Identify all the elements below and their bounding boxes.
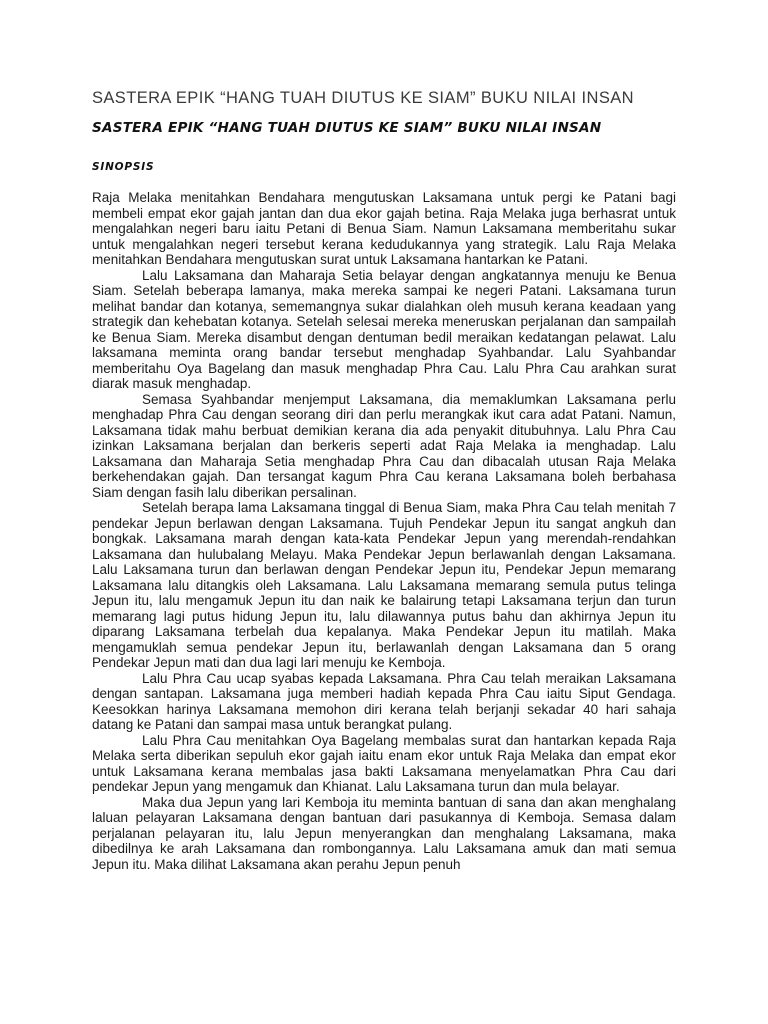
- paragraph-4: Setelah berapa lama Laksamana tinggal di Benua Siam, maka Phra Cau telah menitah 7 pendekar Jepun berlawan dengan Laksamana. Tujuh Pendekar Jepun itu sangat angkuh dan bongkak. Laksamana marah dengan kata-kata Pendekar Jepun yang merendah-rendahkan Laksamana dan hulubalang Melayu. Maka Pendekar Jepun berlawanlah dengan Laksamana. Lalu Laksamana turun dan berlawan dengan Pendekar Jepun itu, Pendekar Jepun memarang Laksamana lalu ditangkis oleh Laksamana. Lalu Laksamana memarang semula putus telinga Jepun itu, lalu mengamuk Jepun itu dan naik ke balairung tetapi Laksamana terjun dan turun memarang lagi putus hidung Jepun itu, lalu dilawannya putus bahu dan akhirnya Jepun itu diparang Laksamana terbelah dua kepalanya. Maka Pendekar Jepun itu matilah. Maka mengamuklah semua pendekar Jepun itu, berlawanlah dengan Laksamana dan 5 orang Pendekar Jepun mati dan dua lagi lari menuju ke Kemboja.: [92, 500, 676, 670]
- paragraph-7: Maka dua Jepun yang lari Kemboja itu meminta bantuan di sana dan akan menghalang laluan pelayaran Laksamana dengan bantuan dari pasukannya di Kemboja. Semasa dalam perjalanan pelayaran itu, lalu Jepun menyerangkan dan menghalang Laksamana, maka dibedilnya ke arah Laksamana dan rombongannya. Lalu Laksamana amuk dan mati semua Jepun itu. Maka dilihat Laksamana akan perahu Jepun penuh: [92, 794, 676, 872]
- paragraph-6: Lalu Phra Cau menitahkan Oya Bagelang membalas surat dan hantarkan kepada Raja Melaka serta diberikan sepuluh ekor gajah iaitu enam ekor untuk Raja Melaka dan empat ekor untuk Laksamana kerana membalas jasa bakti Laksamana menyelamatkan Phra Cau dari pendekar Jepun yang mengamuk dan Khianat. Lalu Laksamana turun dan mula belayar.: [92, 732, 676, 794]
- paragraph-3: Semasa Syahbandar menjemput Laksamana, dia memaklumkan Laksamana perlu menghadap Phra Cau dengan seorang diri dan perlu merangkak ikut cara adat Patani. Namun, Laksamana tidak mahu berbuat demikian kerana dia ada penyakit ditubuhnya. Lalu Phra Cau izinkan Laksamana berjalan dan berkeris seperti adat Raja Melaka ia menghadap. Lalu Laksamana dan Maharaja Setia menghadap Phra Cau dan dibacalah utusan Raja Melaka berkehendakan gajah. Dan tersangat kagum Phra Cau kerana Laksamana boleh berbahasa Siam dengan fasih lalu diberikan persalinan.: [92, 391, 676, 500]
- paragraph-5: Lalu Phra Cau ucap syabas kepada Laksamana. Phra Cau telah meraikan Laksamana dengan santapan. Laksamana juga memberi hadiah kepada Phra Cau iaitu Siput Gendaga. Keesokkan harinya Laksamana memohon diri kerana telah berjanji sekadar 40 hari sahaja datang ke Patani dan sampai masa untuk berangkat pulang.: [92, 670, 676, 732]
- section-heading-sinopsis: SINOPSIS: [92, 161, 155, 173]
- paragraph-2: Lalu Laksamana dan Maharaja Setia belayar dengan angkatannya menuju ke Benua Siam. Setelah beberapa lamanya, maka mereka sampai ke negeri Patani. Laksamana turun melihat bandar dan kotanya, sememangnya sukar dialahkan oleh musuh kerana keadaan yang strategik dan kehebatan kotanya. Setelah selesai mereka meneruskan perjalanan dan sampailah ke Benua Siam. Mereka disambut dengan dentuman bedil meraikan kedatangan pelawat. Lalu laksamana meminta orang bandar tersebut menghadap Syahbandar. Lalu Syahbandar memberitahu Oya Bagelang dan masuk menghadap Phra Cau. Lalu Phra Cau arahkan surat diarak masuk menghadap.: [92, 267, 676, 391]
- paragraph-1: Raja Melaka menitahkan Bendahara mengutuskan Laksamana untuk pergi ke Patani bagi membeli empat ekor gajah jantan dan dua ekor gajah betina. Raja Melaka juga berhasrat untuk mengalahkan negeri baru iaitu Petani di Benua Siam. Namun Laksamana memberitahu sukar untuk mengalahkan negeri tersebut kerana kedudukannya yang strategik. Lalu Raja Melaka menitahkan Bendahara mengutuskan surat untuk Laksamana hantarkan ke Patani.: [92, 190, 676, 267]
- document-body: [92, 190, 676, 872]
- document-title: SASTERA EPIK “HANG TUAH DIUTUS KE SIAM” BUKU NILAI INSAN: [92, 89, 634, 107]
- document-subtitle-bold: SASTERA EPIK “HANG TUAH DIUTUS KE SIAM” BUKU NILAI INSAN: [92, 120, 602, 136]
